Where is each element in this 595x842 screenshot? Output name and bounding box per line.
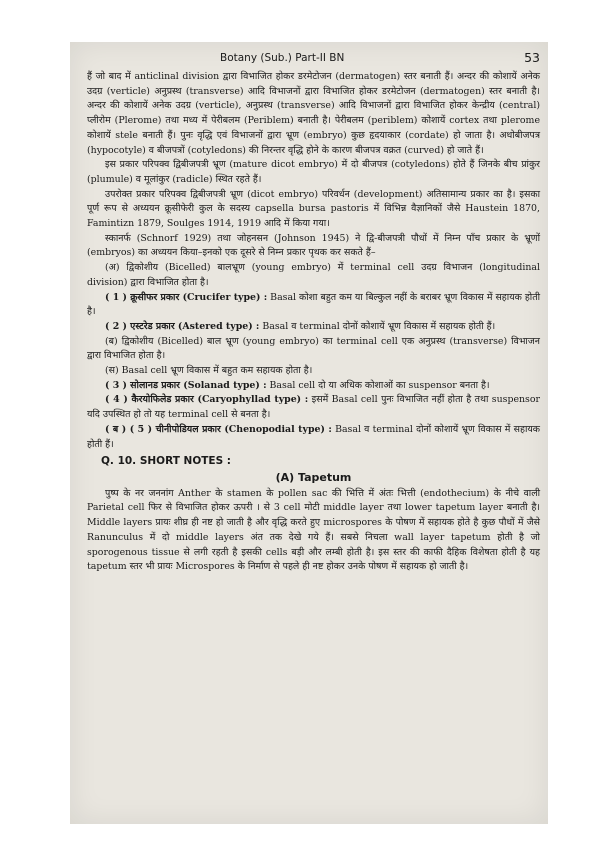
question-heading: Q. 10. SHORT NOTES : <box>101 455 231 468</box>
paragraph-capsella-study: उपरोक्त प्रकार परिपक्व द्विबीजपत्री भ्रूण (dicot embryo) परिवर्धन (development) अतिसामान्य प्रकार का है। इसका पूर्ण रूप से अध्ययन क्रूसीफेरी कुल के सदस्य capsella bursa pastoris में विभिन्न वैज्ञानिकों जैसे Haustein 1870, Famintizn 1879, Soulges 1914, 1919 आदि में किया गया। <box>87 188 540 230</box>
paragraph-point-c: (स) Basal cell भ्रूण विकास में बहुत कम सहायक होता है। <box>105 365 313 377</box>
paragraph-chenopodial-type <box>87 423 540 452</box>
book-page <box>70 42 548 824</box>
page-number: 53 <box>524 50 540 65</box>
section-heading: (A) Tapetum <box>275 470 352 484</box>
crucifer-type-label: ( 1 ) क्रूसीफर प्रकार (Crucifer type) : <box>105 291 268 303</box>
chenopodial-type-label: ( ब ) ( 5 ) चीनीपोडियल प्रकार (Chenopodial type) : <box>105 423 332 435</box>
paragraph-embryo-development: हैं जो बाद में anticlinal division द्वारा विभाजित होकर डरमेटोजन (dermatogen) स्तर बनाती हैं। अन्दर की कोशायें अनेक उदग्र (verticle) अनुप्रस्थ (transverse) आदि विभाजनों द्वारा विभाजित होकर डरमेटोजन (dermatogen) स्तर बनाती है। अन्दर की कोशायें अनेक उदग्र (verticle), अनुप्रस्थ (transverse) आदि विभाजनों द्वारा विभाजित होकर केन्द्रीय (central) प्लीरोम (Plerome) तथा मध्य में पेरीबलम (Periblem) बनाती है। पेरीबलम (periblem) कोशायें cortex तथा plerome कोशायें stele बनाती हैं। पुनः वृद्धि एवं विभाजनों द्वारा भ्रूण (embryo) कुछ हृदयाकार (cordate) हो जाता है। अधोबीजपत्र (hypocotyle) व बीजपत्रों (cotyledons) की निरन्तर वृद्धि होने के कारण बीजपत्र वक्रत (curved) हो जाते हैं। <box>87 71 540 156</box>
caryophyllad-type-text: इसमें Basal cell पुनः विभाजित नहीं होता है तथा suspensor यदि उपस्थित हो तो यह terminal cell से बनता है। <box>87 394 540 421</box>
running-title: Botany (Sub.) Part-II BN <box>220 52 345 64</box>
paragraph-crucifer-type <box>87 291 540 320</box>
astered-type-label: ( 2 ) एस्टरेड प्रकार (Astered type) : <box>105 320 260 332</box>
crucifer-type-text: Basal कोशा बहुत कम या बिल्कुल नहीं के बराबर भ्रूण विकास में सहायक होती है। <box>87 291 540 318</box>
page-body <box>87 70 540 814</box>
paragraph-point-a: (अ) द्विकोशीय (Bicelled) बालभ्रूण (young embryo) में terminal cell उदग्र विभाजन (longitudinal division) द्वारा विभाजित होता है। <box>87 262 540 288</box>
solanad-type-label: ( 3 ) सोलानड प्रकार (Solanad type) : <box>105 379 267 391</box>
paragraph-tapetum: पुष्प के नर जननांग Anther के stamen के pollen sac की भित्ति में अंतः भित्ती (endothecium) के नीचे वाली Parietal cell फिर से विभाजित होकर ऊपरी । से 3 cell मोटी middle layer तथा lower tapetum layer बनाती है। Middle layers प्रायः शीघ्र ही नष्ट हो जाती है और वृद्धि करते हुए microspores के पोषण में सहायक होते है कुछ पौधों में जैसे Ranunculus में दो middle layers अंत तक देखे गये हैं। सबसे निचला wall layer tapetum होती है जो sporogenous tissue से लगी रहती है इसकी cells बड़ी और लम्बी होती है। इस स्तर की काफी दैहिक विशेषता होती है यह tapetum स्तर भी प्रायः Microspores के निर्माण से पहले ही नष्ट होकर उनके पोषण में सहायक हो जाती है। <box>87 487 540 573</box>
solanad-type-text: Basal cell दो या अधिक कोशाओं का suspensor बनता है। <box>266 379 490 391</box>
astered-type-text: Basal व terminal दोनों कोशायें भ्रूण विकास में सहायक होती हैं। <box>259 320 496 332</box>
paragraph-caryophyllad-type <box>87 393 540 422</box>
paragraph-solanad-type <box>87 379 540 394</box>
paragraph-point-b: (ब) द्विकोशीय (Bicelled) बाल भ्रूण (young embryo) का terminal cell एक अनुप्रस्थ (transverse) विभाजन द्वारा विभाजित होता है। <box>87 335 540 362</box>
caryophyllad-type-label: ( 4 ) कैरयोफिलेड प्रकार (Caryophyllad type) : <box>105 394 309 406</box>
paragraph-mature-embryo: इस प्रकार परिपक्व द्विबीजपत्री भ्रूण (mature dicot embryo) में दो बीजपत्र (cotyledons) होते हैं जिनके बीच प्रांकुर (plumule) व मूलांकुर (radicle) स्थित रहते हैं। <box>87 159 540 185</box>
page-header <box>70 50 548 70</box>
chenopodial-type-text: Basal व terminal दोनों कोशायें भ्रूण विकास में सहायक होती हैं। <box>87 423 541 450</box>
paragraph-embryo-types-intro: स्कानर्फ (Schnorf 1929) तथा जोहनसन (Johnson 1945) ने द्वि-बीजपत्री पौधों में निम्न पाँच प्रकार के भ्रूणों (embryos) का अध्ययन किया–इनको एक दूसरे से निम्न प्रकार पृथक कर सकते हैं– <box>87 232 540 259</box>
paragraph-astered-type <box>87 320 540 335</box>
